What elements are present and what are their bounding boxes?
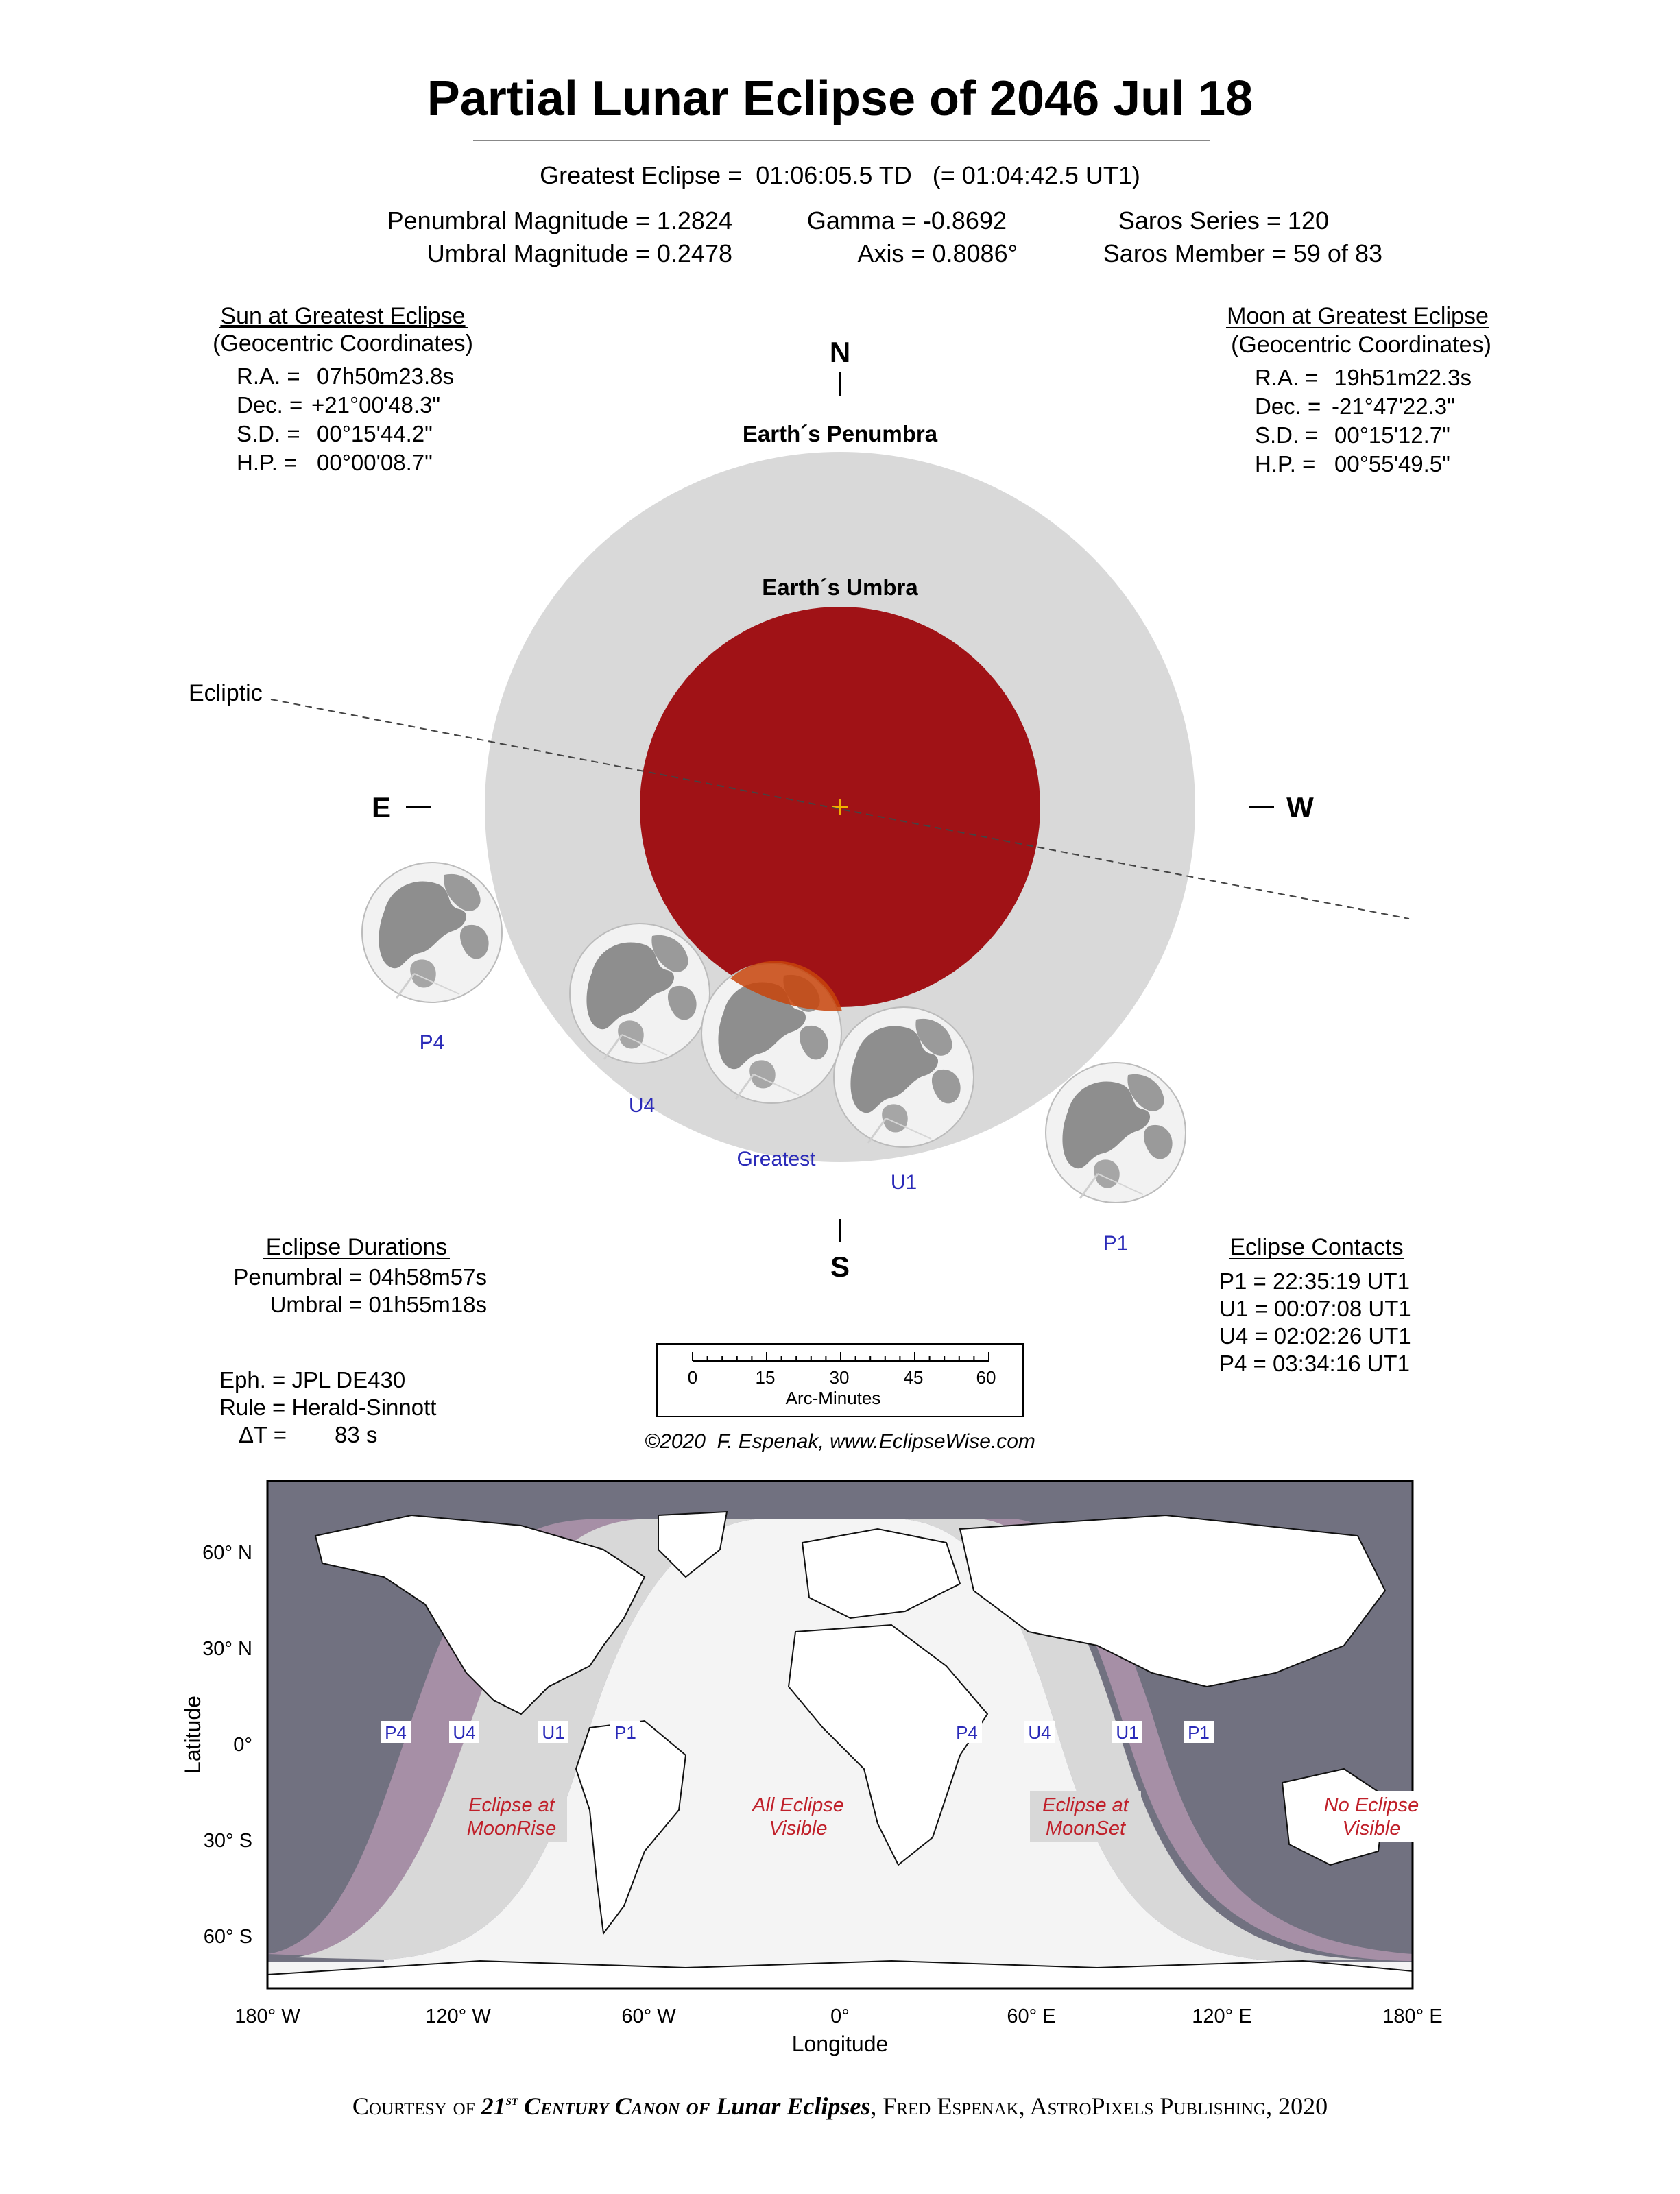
moon-u1 — [834, 1007, 974, 1147]
visible-line2: Visible — [769, 1818, 828, 1840]
moon-subheading: (Geocentric Coordinates) — [1231, 332, 1491, 358]
latitude-ticks — [202, 1542, 252, 1948]
scale-ticks — [693, 1352, 989, 1361]
visible-line1: All Eclipse — [752, 1794, 844, 1816]
scale-labels — [688, 1367, 996, 1388]
moon-ra-label: R.A. = — [1255, 365, 1319, 390]
scale-label-60: 60 — [976, 1367, 996, 1388]
contact-times — [1219, 1268, 1411, 1376]
umbral-duration: Umbral = 01h55m18s — [269, 1292, 487, 1317]
saros-member: Saros Member = 59 of 83 — [1103, 239, 1382, 267]
moon-u4 — [570, 924, 710, 1063]
penumbra-label: Earth´s Penumbra — [742, 421, 938, 446]
lat-30n: 30° N — [202, 1638, 252, 1660]
penumbral-duration: Penumbral = 04h58m57s — [233, 1264, 487, 1290]
umbral-magnitude: Umbral Magnitude = 0.2478 — [427, 239, 732, 267]
lon-60w: 60° W — [621, 2005, 676, 2027]
moon-dec-label: Dec. = — [1255, 394, 1321, 419]
map-contact-1: U4 — [453, 1722, 476, 1743]
axis: Axis = 0.8086° — [857, 239, 1018, 267]
lon-180e: 180° E — [1382, 2005, 1443, 2027]
moon-p4 — [362, 863, 502, 1002]
moon-ra-value: 19h51m22.3s — [1334, 365, 1472, 390]
lon-60e: 60° E — [1007, 2005, 1056, 2027]
sun-dec-value: +21°00'48.3" — [311, 392, 441, 418]
lat-60n: 60° N — [202, 1542, 252, 1564]
courtesy-line — [352, 2091, 1328, 2120]
moon-p1 — [1046, 1063, 1186, 1203]
moon-heading: Moon at Greatest Eclipse — [1227, 303, 1489, 329]
courtesy-f: , Fred Espenak, AstroPixels Publishing, 2020 — [870, 2093, 1328, 2120]
label-p1: P1 — [1103, 1232, 1129, 1255]
west-label: W — [1286, 791, 1314, 823]
contacts-heading: Eclipse Contacts — [1229, 1234, 1404, 1260]
gamma: Gamma = -0.8692 — [806, 206, 1007, 234]
east-label: E — [371, 791, 392, 823]
moon-sd-label: S.D. = — [1255, 422, 1319, 448]
moon-sd-value: 00°15'12.7" — [1334, 422, 1450, 448]
map-contact-0: P4 — [385, 1722, 407, 1743]
page-title: Partial Lunar Eclipse of 2046 Jul 18 — [427, 71, 1253, 126]
sun-subheading: (Geocentric Coordinates) — [213, 330, 473, 357]
north-label: N — [829, 336, 851, 368]
map-contact-4: P4 — [956, 1722, 978, 1743]
scale-label-0: 0 — [687, 1367, 698, 1388]
delta-t-value: 83 s — [335, 1422, 378, 1447]
contact-p4: P4 = 03:34:16 UT1 — [1219, 1351, 1410, 1376]
moon-hp-value: 00°55'49.5" — [1334, 451, 1450, 477]
sun-ra-value: 07h50m23.8s — [317, 363, 454, 389]
lat-30s: 30° S — [203, 1830, 252, 1852]
copyright: ©2020 F. Espenak, www.EclipseWise.com — [645, 1430, 1035, 1453]
antarctica — [267, 1961, 1413, 1988]
sun-dec-label: Dec. = — [237, 392, 303, 418]
lon-120e: 120° E — [1192, 2005, 1252, 2027]
lon-180w: 180° W — [235, 2005, 300, 2027]
moonset-line2: MoonSet — [1045, 1818, 1126, 1840]
contact-u1: U1 = 00:07:08 UT1 — [1219, 1296, 1411, 1321]
sun-ra-label: R.A. = — [237, 363, 300, 389]
contact-u4: U4 = 02:02:26 UT1 — [1219, 1323, 1411, 1349]
moonset-line1: Eclipse at — [1042, 1794, 1129, 1816]
longitude-axis-label: Longitude — [791, 2032, 889, 2056]
label-u4: U4 — [628, 1094, 656, 1117]
ephemeris: Eph. = JPL DE430 — [219, 1367, 406, 1393]
moon-dec-value: -21°47'22.3" — [1332, 394, 1455, 419]
courtesy-c: st — [505, 2091, 518, 2108]
map-contact-2: U1 — [542, 1722, 565, 1743]
penumbral-magnitude: Penumbral Magnitude = 1.2824 — [387, 206, 732, 234]
moonrise-line1: Eclipse at — [468, 1794, 555, 1816]
south-label: S — [830, 1251, 850, 1283]
courtesy-a: Courtesy of — [352, 2093, 481, 2120]
map-contact-3: P1 — [614, 1722, 636, 1743]
sun-sd-label: S.D. = — [237, 421, 300, 446]
none-line1: No Eclipse — [1323, 1794, 1419, 1816]
courtesy-b: 21 — [481, 2093, 506, 2120]
label-p4: P4 — [419, 1031, 445, 1054]
contact-p1: P1 = 22:35:19 UT1 — [1219, 1268, 1410, 1294]
courtesy-e: Lunar Eclipses — [716, 2093, 871, 2120]
map-contact-6: U1 — [1116, 1722, 1139, 1743]
umbra-label: Earth´s Umbra — [762, 575, 918, 600]
sun-sd-value: 00°15'44.2" — [317, 421, 433, 446]
none-line2: Visible — [1342, 1818, 1401, 1840]
scale-unit: Arc-Minutes — [785, 1388, 881, 1408]
sun-coordinates — [237, 363, 454, 475]
longitude-ticks — [235, 2005, 1442, 2027]
ecliptic-label: Ecliptic — [189, 680, 263, 706]
moonrise-line2: MoonRise — [466, 1818, 557, 1840]
map-contact-7: P1 — [1188, 1722, 1210, 1743]
courtesy-d: Century Canon of — [518, 2093, 717, 2120]
sun-heading: Sun at Greatest Eclipse — [220, 303, 466, 329]
lat-60s: 60° S — [203, 1926, 252, 1948]
scale-label-45: 45 — [903, 1367, 924, 1388]
map-contact-5: U4 — [1028, 1722, 1051, 1743]
sun-hp-value: 00°00'08.7" — [317, 450, 433, 475]
visibility-map — [267, 1481, 1424, 1988]
latitude-axis-label: Latitude — [180, 1696, 205, 1774]
moon-coordinates — [1255, 365, 1472, 477]
lat-0: 0° — [233, 1734, 252, 1756]
moon-hp-label: H.P. = — [1255, 451, 1316, 477]
ephemeris-info — [219, 1367, 436, 1447]
delta-t-label: ΔT = — [239, 1422, 287, 1447]
scale-label-15: 15 — [755, 1367, 776, 1388]
greatest-eclipse: Greatest Eclipse = 01:06:05.5 TD (= 01:04:42.5 UT1) — [540, 161, 1140, 189]
lon-120w: 120° W — [425, 2005, 491, 2027]
durations-heading: Eclipse Durations — [265, 1234, 448, 1260]
lon-0: 0° — [830, 2005, 850, 2027]
label-u1: U1 — [890, 1171, 917, 1194]
sun-hp-label: H.P. = — [237, 450, 298, 475]
delta-t-rule: Rule = Herald-Sinnott — [219, 1395, 437, 1420]
label-greatest: Greatest — [736, 1148, 816, 1170]
scale-label-30: 30 — [829, 1367, 850, 1388]
saros-series: Saros Series = 120 — [1118, 206, 1329, 234]
